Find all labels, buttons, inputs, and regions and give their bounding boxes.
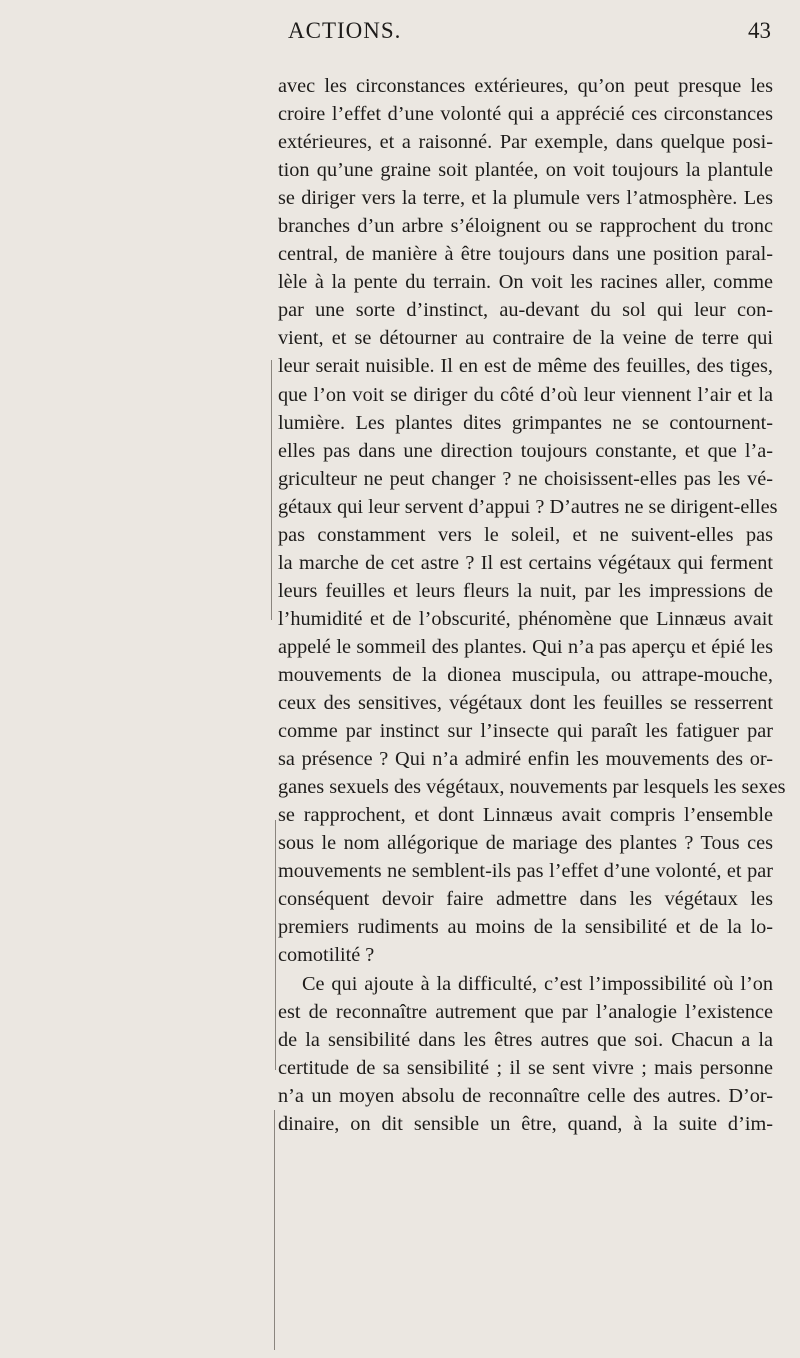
- text-line: croire l’effet d’une volonté qui a apprécié ces circonstances: [278, 103, 773, 126]
- text-line: lumière. Les plantes dites grimpantes ne se contournent-: [278, 411, 773, 434]
- text-line: mouvements ne semblent-ils pas l’effet d’une volonté, et par: [278, 860, 773, 883]
- text-line: la marche de cet astre ? Il est certains végétaux qui ferment: [278, 551, 773, 574]
- text-line: que l’on voit se diriger du côté d’où leur viennent l’air et la: [278, 383, 773, 406]
- text-line: vient, et se détourner au contraire de la veine de terre qui: [278, 327, 773, 350]
- text-line: se rapprochent, et dont Linnæus avait compris l’ensemble: [278, 804, 773, 827]
- text-line: est de reconnaître autrement que par l’analogie l’existence: [278, 1000, 773, 1023]
- text-line: ceux des sensitives, végétaux dont les feuilles se resserrent: [278, 692, 773, 715]
- page-header: [0, 18, 800, 52]
- text-line: conséquent devoir faire admettre dans les végétaux les: [278, 888, 773, 911]
- text-line: gétaux qui leur servent d’appui ? D’autres ne se dirigent-elles: [278, 495, 778, 518]
- text-line: elles pas dans une direction toujours constante, et que l’a-: [278, 439, 773, 462]
- text-line: ganes sexuels des végétaux, nouvements par lesquels les sexes: [278, 776, 786, 799]
- gutter-shadow: [271, 360, 272, 620]
- gutter-shadow: [274, 1110, 275, 1350]
- text-line: mouvements de la dionea muscipula, ou attrape-mouche,: [278, 663, 773, 686]
- text-line: n’a un moyen absolu de reconnaître celle des autres. D’or-: [278, 1084, 773, 1107]
- text-line: se diriger vers la terre, et la plumule vers l’atmosphère. Les: [278, 187, 773, 210]
- text-line: l’humidité et de l’obscurité, phénomène que Linnæus avait: [278, 607, 773, 630]
- text-line: avec les circonstances extérieures, qu’on peut presque les: [278, 75, 773, 97]
- text-line: appelé le sommeil des plantes. Qui n’a pas aperçu et épié les: [278, 635, 773, 658]
- text-line: sous le nom allégorique de mariage des plantes ? Tous ces: [278, 832, 773, 855]
- text-line: certitude de sa sensibilité ; il se sent vivre ; mais personne: [278, 1056, 773, 1079]
- running-head: ACTIONS.: [288, 18, 402, 43]
- text-line: lèle à la pente du terrain. On voit les racines aller, comme: [278, 271, 773, 294]
- page-number: 43: [748, 18, 771, 43]
- text-line: leur serait nuisible. Il en est de même des feuilles, des tiges,: [278, 355, 773, 378]
- text-line: tion qu’une graine soit plantée, on voit toujours la plantule: [278, 159, 773, 182]
- paragraph-end-line: comotilité ?: [278, 944, 375, 967]
- text-line: pas constamment vers le soleil, et ne suivent-elles pas: [278, 523, 773, 546]
- text-line: leurs feuilles et leurs fleurs la nuit, par les impressions de: [278, 579, 773, 602]
- text-line: par une sorte d’instinct, au-devant du sol qui leur con-: [278, 299, 773, 322]
- text-line: griculteur ne peut changer ? ne choisissent-elles pas les vé-: [278, 467, 773, 490]
- gutter-shadow: [275, 820, 276, 1070]
- text-line: branches d’un arbre s’éloignent ou se rapprochent du tronc: [278, 215, 773, 238]
- paragraph-start-line: Ce qui ajoute à la difficulté, c’est l’impossibilité où l’on: [302, 972, 773, 995]
- text-line: dinaire, on dit sensible un être, quand, à la suite d’im-: [278, 1112, 773, 1135]
- text-line: de la sensibilité dans les êtres autres que soi. Chacun a la: [278, 1028, 773, 1051]
- text-line: sa présence ? Qui n’a admiré enfin les mouvements des or-: [278, 748, 773, 771]
- text-line: extérieures, et a raisonné. Par exemple, dans quelque posi-: [278, 131, 773, 154]
- body-text: [278, 72, 786, 1138]
- text-line: central, de manière à être toujours dans une position paral-: [278, 243, 773, 266]
- text-line: premiers rudiments au moins de la sensibilité et de la lo-: [278, 916, 773, 939]
- text-line: comme par instinct sur l’insecte qui paraît les fatiguer par: [278, 720, 773, 743]
